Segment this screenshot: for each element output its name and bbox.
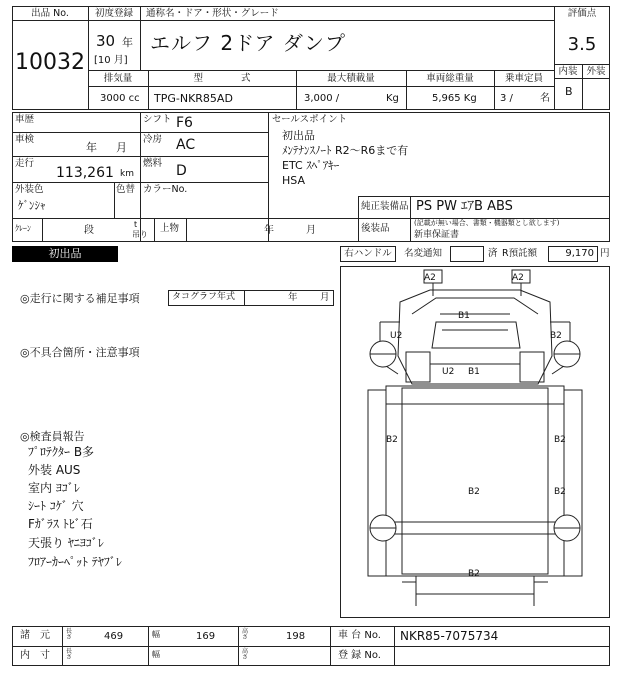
lot-no-label: 出品 No. — [31, 8, 69, 19]
aircon-value: AC — [176, 137, 196, 153]
equipment-value: PS PW ｴｱB ABS — [416, 199, 513, 214]
damage-mark: A2 — [424, 273, 436, 283]
max-load: 3,000 / — [304, 93, 340, 104]
model-code: TPG-NKR85AD — [154, 92, 233, 105]
inspector-line: ﾌﾛｱｰｶｰﾍﾟｯﾄ ﾃﾔﾌﾞﾚ — [28, 555, 122, 569]
tax-unit: 円 — [600, 248, 610, 259]
fuel-value: D — [176, 163, 187, 179]
color-change-label: 色替 — [116, 184, 136, 195]
inspector-line: 外装 AUS — [28, 463, 81, 477]
height-label: 高さ — [242, 628, 249, 641]
interior-grade: B — [565, 85, 573, 98]
max-load-label: 最大積載量 — [327, 73, 375, 84]
grade-value: 3.5 — [567, 34, 597, 55]
max-load-unit: Kg — [386, 93, 399, 104]
capacity-label: 乗車定員 — [504, 73, 543, 84]
first-reg-year-unit: 年 — [122, 36, 133, 49]
upholstery-label: 上物 — [160, 223, 180, 234]
height-value: 198 — [286, 631, 306, 642]
aircon-label: 冷房 — [143, 134, 163, 145]
inspector-line: ｼｰﾄ ｺｹﾞ 穴 — [28, 499, 84, 513]
capacity: 3 / — [500, 93, 513, 104]
length-label-inner: 長さ — [66, 648, 73, 661]
tax-label: R預託額 — [502, 248, 538, 259]
ext-color-label: 外装色 — [15, 184, 44, 195]
tachograph-label: タコグラフ年式 — [172, 292, 236, 302]
warranty: 新車保証書 — [414, 230, 460, 240]
fuel-label: 燃料 — [143, 158, 163, 169]
reg-label: 登 録 No. — [338, 650, 381, 661]
model-name: エルフ 2ドア ダンプ — [150, 31, 347, 55]
crane-ton-top: t — [134, 220, 138, 229]
crane-label: ｸﾚｰﾝ — [15, 224, 31, 233]
width-label: 幅 — [152, 630, 160, 639]
first-listing-badge: 初出品 — [12, 246, 118, 262]
grade-label: 評価点 — [567, 8, 597, 19]
equipment-note: (記載が無い場合、書類・機器類とし欲します) — [414, 219, 560, 227]
displacement: 3000 cc — [100, 93, 140, 104]
capacity-unit: 名 — [540, 93, 550, 104]
damage-mark: B1 — [468, 367, 480, 377]
mileage-unit: km — [120, 169, 134, 179]
length-label: 長さ — [66, 628, 73, 641]
displacement-label: 排気量 — [103, 73, 133, 84]
chassis-label: 車 台 No. — [338, 630, 381, 641]
width-label-inner: 幅 — [152, 650, 160, 659]
damage-mark: B2 — [554, 487, 566, 497]
shift-value: F6 — [176, 115, 193, 131]
inspector-line: 天張り ﾔﾆﾖｺﾞﾚ — [28, 536, 104, 550]
first-reg-year: 30 — [96, 32, 116, 50]
mileage-value: 113,261 — [56, 165, 114, 181]
damage-mark: B1 — [458, 311, 470, 321]
truck-diagram — [340, 266, 610, 618]
gross-weight-label: 車両総重量 — [426, 73, 474, 84]
inspection-month-unit: 月 — [116, 141, 127, 154]
damage-mark: A2 — [512, 273, 524, 283]
upholstery-month-unit: 月 — [306, 225, 316, 236]
tax-prefix: 済 — [488, 248, 498, 259]
crane-stage-unit: 段 — [84, 225, 94, 236]
height-label-inner: 高さ — [242, 648, 249, 661]
sales-points-label: セールスポイント — [272, 114, 348, 125]
upholstery-year-unit: 年 — [264, 225, 274, 236]
mileage-label: 走行 — [15, 158, 35, 169]
damage-mark: B2 — [386, 435, 398, 445]
tachograph-year-unit: 年 — [288, 292, 298, 303]
shift-label: シフト — [143, 114, 172, 125]
gross-weight: 5,965 Kg — [432, 93, 477, 104]
sales-point-line: HSA — [282, 174, 305, 187]
damage-mark: B2 — [554, 435, 566, 445]
inspection-label: 車検 — [15, 134, 35, 145]
right-hand-label: 右ハンドル — [344, 248, 392, 259]
title-label: 通称名・ドア・形状・グレード — [146, 8, 279, 19]
damage-mark: B2 — [468, 487, 480, 497]
tachograph-month-unit: 月 — [320, 292, 330, 303]
sales-point-line: 初出品 — [282, 129, 315, 142]
first-reg-label: 初度登録 — [94, 8, 133, 19]
defects-label: ◎不具合箇所・注意事項 — [20, 346, 140, 359]
width-value: 169 — [196, 631, 216, 642]
damage-mark: B2 — [468, 569, 480, 579]
inspector-label: ◎検査員報告 — [20, 430, 85, 443]
length-value: 469 — [104, 631, 124, 642]
color-code-label: カラーNo. — [143, 184, 188, 195]
inner-dims-label: 内 寸 — [20, 650, 50, 661]
lot-no: 10032 — [15, 50, 85, 75]
inspector-line: 室内 ﾖｺﾞﾚ — [28, 481, 80, 495]
inspector-line: ﾌﾟﾛﾃｸﾀｰ B多 — [28, 445, 95, 459]
tax-amount: 9,170 — [565, 248, 594, 259]
inspection-year-unit: 年 — [86, 141, 97, 154]
sales-point-line: ﾒﾝﾃﾅﾝｽﾉｰﾄ R2～R6まで有 — [282, 144, 409, 157]
name-change-box — [450, 246, 484, 262]
equipment-label: 純正装備品 — [361, 201, 409, 212]
inspector-line: Fｶﾞﾗｽ ﾄﾋﾞ石 — [28, 517, 93, 531]
damage-mark: B2 — [550, 331, 562, 341]
exterior-grade-label: 外装 — [586, 66, 606, 77]
model-code-label: 型 式 — [193, 73, 251, 84]
crane-ton-unit: 吊り — [132, 230, 148, 239]
interior-grade-label: 内装 — [558, 66, 578, 77]
driving-notes-label: ◎走行に関する補足事項 — [20, 292, 140, 305]
damage-mark: U2 — [390, 331, 403, 341]
name-change-label: 名変通知 — [404, 248, 443, 259]
history-label: 車歴 — [15, 114, 35, 125]
dims-label: 諸 元 — [20, 630, 50, 641]
first-reg-month: [10 月] — [94, 55, 128, 66]
sales-point-line: ETC ｽﾍﾟｱｷｰ — [282, 159, 340, 172]
chassis-no: NKR85-7075734 — [400, 629, 499, 643]
damage-mark: U2 — [442, 367, 455, 377]
ext-color-value: ｹﾞﾝｼｬ — [18, 199, 46, 212]
accessory-label: 後装品 — [361, 223, 390, 234]
